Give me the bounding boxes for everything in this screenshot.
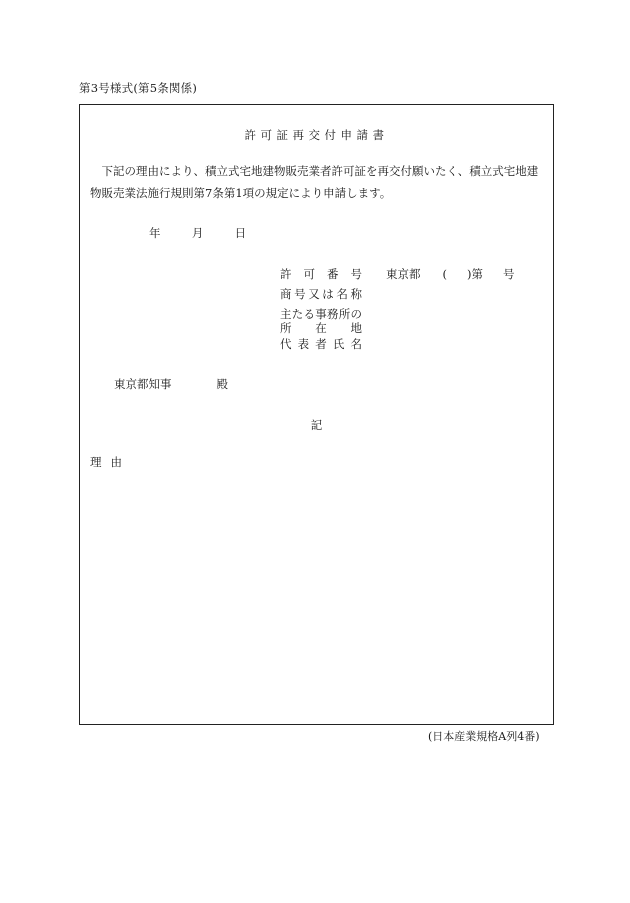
trade-name-row [280, 285, 550, 303]
license-number-value [386, 265, 515, 283]
license-number-label: 許可番号 [280, 267, 362, 281]
addressee [114, 376, 228, 392]
ki-heading: 記 [310, 418, 323, 432]
date-month-label: 月 [191, 226, 204, 240]
office-label-line2: 所在地 [280, 321, 362, 335]
license-suffix: 号 [503, 267, 515, 281]
representative-label: 代表者氏名 [280, 337, 362, 351]
office-label-line1: 主たる事務所の [280, 307, 362, 321]
license-paren-open: ( [442, 267, 447, 281]
document-title: 許可証再交付申請書 [244, 128, 389, 142]
license-number-row [280, 265, 550, 283]
application-date [149, 225, 246, 241]
form-number: 第3号様式(第5条関係) [79, 81, 198, 95]
representative-row [280, 335, 550, 353]
application-form-frame [79, 104, 554, 725]
addressee-name: 東京都知事 [114, 377, 172, 391]
date-year-label: 年 [149, 226, 161, 240]
license-prefix: 東京都 [386, 267, 421, 281]
addressee-honorific: 殿 [216, 377, 228, 391]
date-day-label: 日 [234, 226, 247, 240]
applicant-block [280, 265, 550, 353]
paper-size-note: (日本産業規格A列4番) [428, 730, 540, 743]
trade-name-label: 商号又は名称 [280, 287, 362, 301]
license-paren-close: )第 [467, 267, 483, 281]
reason-label: 理由 [90, 455, 131, 469]
office-address-row [280, 305, 550, 335]
request-body-text: 下記の理由により、積立式宅地建物販売業者許可証を再交付願いたく、積立式宅地建物販売業法施行規則第7条第1項の規定により申請します。 [90, 164, 539, 200]
